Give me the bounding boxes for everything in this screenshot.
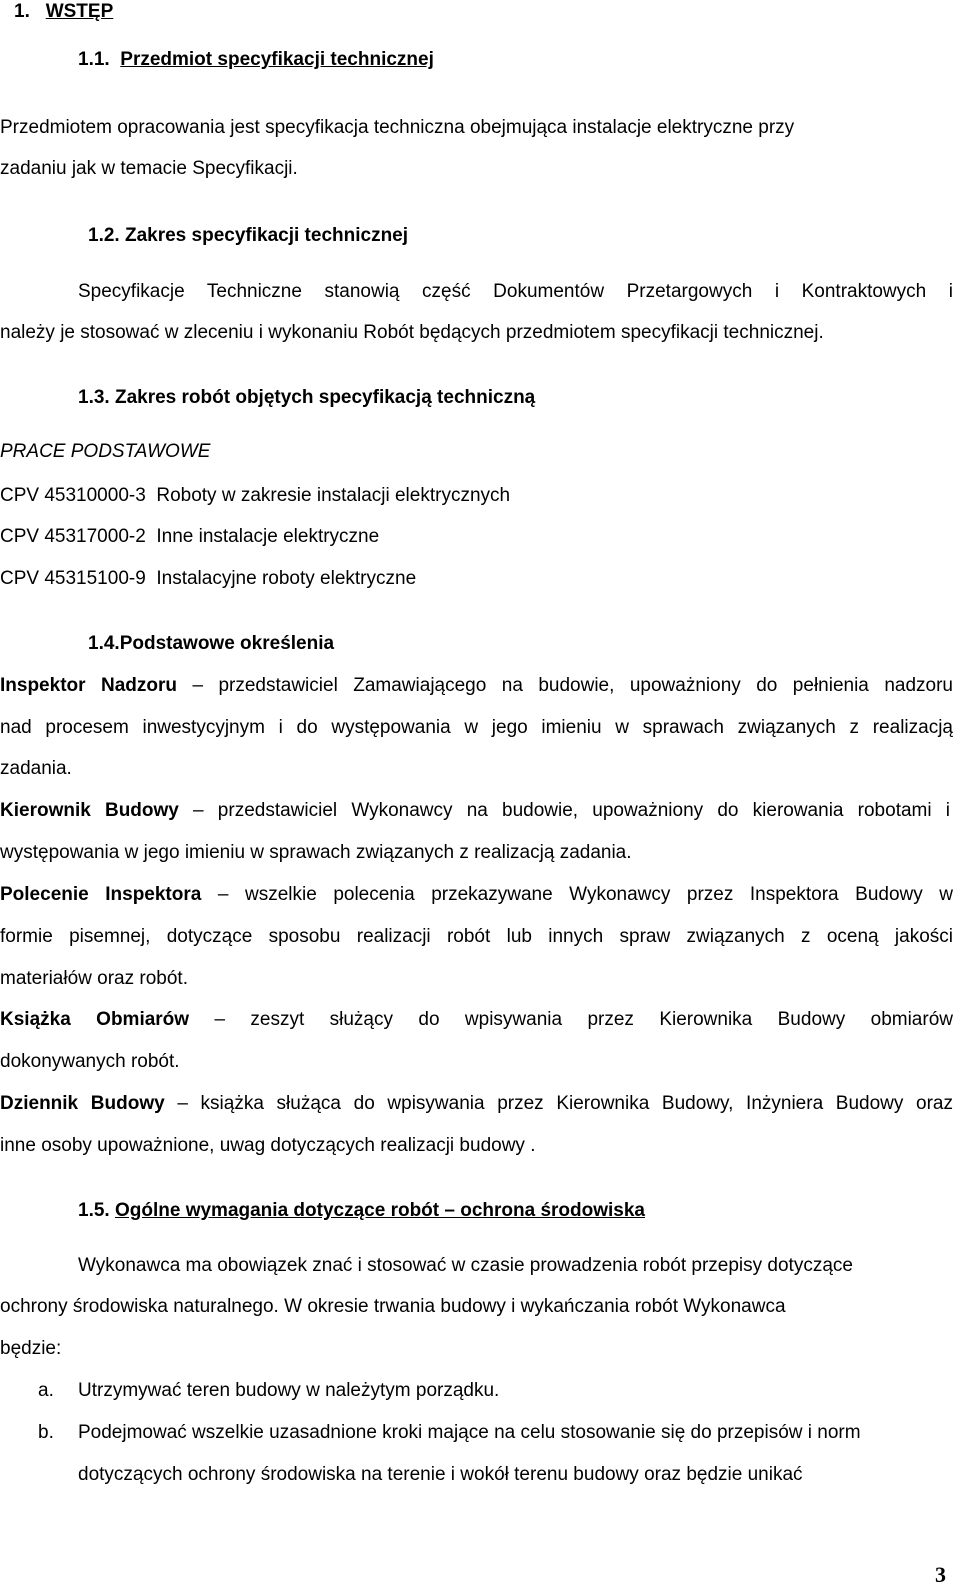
section-1-3-heading xyxy=(78,386,535,410)
list-item: Utrzymywać teren budowy w należytym porządku. xyxy=(78,1380,500,1401)
section-1-heading xyxy=(14,0,113,24)
paragraph-line: zadaniu jak w temacie Specyfikacji. xyxy=(0,158,298,179)
cpv-code: CPV 45310000-3 xyxy=(0,485,146,506)
definition-line: materiałów oraz robót. xyxy=(0,968,188,989)
paragraph-line: Specyfikacje Techniczne stanowią część Dokumentów Przetargowych i Kontraktowych i xyxy=(78,281,953,302)
section-title: Zakres robót objętych specyfikacją techniczną xyxy=(114,387,536,408)
list-item-marker: a. xyxy=(38,1380,54,1401)
cpv-description: Roboty w zakresie instalacji elektrycznych xyxy=(156,485,511,506)
section-1-1-heading xyxy=(78,48,434,72)
section-title: Przedmiot specyfikacji technicznej xyxy=(120,49,434,70)
list-item: Podejmować wszelkie uzasadnione kroki mające na celu stosowanie się do przepisów i norm xyxy=(78,1422,861,1443)
definition-line: Książka Obmiarów – zeszyt służący do wpisywania przez Kierownika Budowy obmiarów xyxy=(0,1009,953,1030)
paragraph-line: należy je stosować w zleceniu i wykonaniu Robót będących przedmiotem specyfikacji technicznej. xyxy=(0,322,824,343)
section-1-5-heading xyxy=(78,1199,645,1223)
cpv-description: Inne instalacje elektryczne xyxy=(156,526,380,547)
section-title: Podstawowe określenia xyxy=(119,633,335,654)
page-number: 3 xyxy=(935,1562,946,1587)
definition-term: Książka Obmiarów xyxy=(0,1009,190,1030)
cpv-item xyxy=(0,567,416,591)
paragraph-line: ochrony środowiska naturalnego. W okresie trwania budowy i wykańczania robót Wykonawca xyxy=(0,1296,786,1317)
definition-line: Dziennik Budowy – książka służąca do wpisywania przez Kierownika Budowy, Inżyniera Budowy oraz xyxy=(0,1093,953,1114)
section-1-4-heading xyxy=(88,632,334,656)
definition-line: formie pisemnej, dotyczące sposobu realizacji robót lub innych spraw związanych z oceną jakości xyxy=(0,926,953,947)
section-number: 1.4. xyxy=(88,633,120,654)
definition-line: dokonywanych robót. xyxy=(0,1051,180,1072)
section-1-2-heading xyxy=(88,224,408,248)
section-number: 1.5. xyxy=(78,1200,110,1221)
cpv-item xyxy=(0,484,510,508)
definition-line: zadania. xyxy=(0,758,72,779)
section-title: WSTĘP xyxy=(45,1,114,22)
definition-line: Polecenie Inspektora – wszelkie polecenia przekazywane Wykonawcy przez Inspektora Budowy w xyxy=(0,884,954,905)
definition-line: Kierownik Budowy – przedstawiciel Wykonawcy na budowie, upoważniony do kierowania robotami i xyxy=(0,800,950,821)
list-item-marker: b. xyxy=(38,1422,54,1443)
section-title: Ogólne wymagania dotyczące robót – ochrona środowiska xyxy=(114,1200,645,1221)
definition-term: Dziennik Budowy xyxy=(0,1093,165,1114)
paragraph-line: Przedmiotem opracowania jest specyfikacja techniczna obejmująca instalacje elektryczne przy xyxy=(0,117,795,138)
definition-line: inne osoby upoważnione, uwag dotyczących realizacji budowy . xyxy=(0,1135,536,1156)
definition-line: Inspektor Nadzoru – przedstawiciel Zamawiającego na budowie, upoważniony do pełnienia nadzoru xyxy=(0,675,953,696)
subheading-prace-podstawowe: PRACE PODSTAWOWE xyxy=(0,441,211,462)
section-number: 1. xyxy=(14,1,30,22)
cpv-description: Instalacyjne roboty elektryczne xyxy=(156,568,417,589)
definition-term: Polecenie Inspektora xyxy=(0,884,202,905)
section-title: Zakres specyfikacji technicznej xyxy=(124,225,409,246)
definition-line: nad procesem inwestycyjnym i do występowania w jego imieniu w sprawach związanych z realizacją xyxy=(0,717,953,738)
definition-term: Inspektor Nadzoru xyxy=(0,675,177,696)
section-number: 1.1. xyxy=(78,49,110,70)
definition-term: Kierownik Budowy xyxy=(0,800,179,821)
cpv-code: CPV 45315100-9 xyxy=(0,568,146,589)
cpv-code: CPV 45317000-2 xyxy=(0,526,146,547)
cpv-item xyxy=(0,525,379,549)
section-number: 1.3. xyxy=(78,387,110,408)
section-number: 1.2. xyxy=(88,225,120,246)
paragraph-line: będzie: xyxy=(0,1338,62,1359)
paragraph-line: Wykonawca ma obowiązek znać i stosować w czasie prowadzenia robót przepisy dotyczące xyxy=(78,1255,853,1276)
definition-line: występowania w jego imieniu w sprawach związanych z realizacją zadania. xyxy=(0,842,632,863)
list-item-continuation: dotyczących ochrony środowiska na terenie i wokół terenu budowy oraz będzie unikać xyxy=(78,1464,803,1485)
